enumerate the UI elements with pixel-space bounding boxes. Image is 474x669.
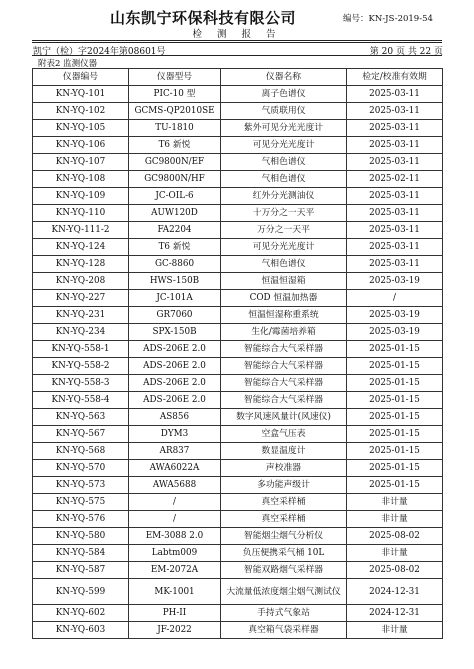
cell-instrument-model: AUW120D xyxy=(129,205,221,222)
header-instrument-name: 仪器名称 xyxy=(221,69,347,86)
cell-instrument-id: KN-YQ-208 xyxy=(33,273,129,290)
cell-calibration-validity: 2025-03-11 xyxy=(347,154,443,171)
cell-instrument-model: GC9800N/HF xyxy=(129,171,221,188)
company-name: 山东凯宁环保科技有限公司 xyxy=(110,9,297,27)
cell-instrument-id: KN-YQ-568 xyxy=(33,443,129,460)
cell-instrument-id: KN-YQ-234 xyxy=(33,324,129,341)
table-row xyxy=(33,409,443,426)
table-row xyxy=(33,137,443,154)
header-rule-bottom xyxy=(32,55,442,56)
table-row xyxy=(33,205,443,222)
cell-instrument-id: KN-YQ-558-3 xyxy=(33,375,129,392)
cell-instrument-model: JC-101A xyxy=(129,290,221,307)
table-row xyxy=(33,154,443,171)
table-row xyxy=(33,562,443,579)
cell-instrument-id: KN-YQ-231 xyxy=(33,307,129,324)
cell-instrument-name: 智能综合大气采样器 xyxy=(221,341,347,358)
cell-instrument-name: 智能综合大气采样器 xyxy=(221,375,347,392)
cell-instrument-model: AR837 xyxy=(129,443,221,460)
cell-instrument-model: AS856 xyxy=(129,409,221,426)
cell-calibration-validity: 2025-03-11 xyxy=(347,239,443,256)
cell-instrument-model: SPX-150B xyxy=(129,324,221,341)
cell-instrument-id: KN-YQ-599 xyxy=(33,579,129,605)
table-row xyxy=(33,171,443,188)
cell-instrument-id: KN-YQ-124 xyxy=(33,239,129,256)
table-row xyxy=(33,477,443,494)
cell-instrument-model: ADS-206E 2.0 xyxy=(129,392,221,409)
cell-instrument-name: 负压便携采气桶 10L xyxy=(221,545,347,562)
table-row xyxy=(33,443,443,460)
cell-instrument-id: KN-YQ-102 xyxy=(33,103,129,120)
cell-instrument-id: KN-YQ-573 xyxy=(33,477,129,494)
table-row xyxy=(33,273,443,290)
cell-instrument-id: KN-YQ-587 xyxy=(33,562,129,579)
table-body xyxy=(33,86,443,639)
table-row xyxy=(33,511,443,528)
cell-instrument-model: GR7060 xyxy=(129,307,221,324)
cell-instrument-name: 真空采样桶 xyxy=(221,494,347,511)
cell-instrument-name: 可见分光光度计 xyxy=(221,137,347,154)
cell-instrument-name: COD 恒温加热器 xyxy=(221,290,347,307)
cell-calibration-validity: 2025-03-11 xyxy=(347,205,443,222)
cell-calibration-validity: 2025-03-19 xyxy=(347,324,443,341)
cell-calibration-validity: 非计量 xyxy=(347,511,443,528)
table-row xyxy=(33,103,443,120)
table-caption: 附表2 监测仪器 xyxy=(38,59,98,69)
instrument-table xyxy=(32,68,443,639)
cell-instrument-id: KN-YQ-109 xyxy=(33,188,129,205)
cell-instrument-id: KN-YQ-101 xyxy=(33,86,129,103)
cell-instrument-id: KN-YQ-105 xyxy=(33,120,129,137)
table-row xyxy=(33,579,443,605)
cell-calibration-validity: 2025-03-11 xyxy=(347,103,443,120)
table-row xyxy=(33,290,443,307)
cell-instrument-model: JC-OIL-6 xyxy=(129,188,221,205)
cell-instrument-name: 气相色谱仪 xyxy=(221,154,347,171)
cell-instrument-model: JF-2022 xyxy=(129,622,221,639)
cell-instrument-name: 生化/霉菌培养箱 xyxy=(221,324,347,341)
cell-instrument-model: / xyxy=(129,511,221,528)
cell-instrument-model: EM-2072A xyxy=(129,562,221,579)
cell-calibration-validity: 2025-03-11 xyxy=(347,222,443,239)
table-row xyxy=(33,460,443,477)
cell-calibration-validity: 2025-03-11 xyxy=(347,256,443,273)
cell-instrument-model: GCMS-QP2010SE xyxy=(129,103,221,120)
cell-instrument-name: 万分之一天平 xyxy=(221,222,347,239)
cell-instrument-model: GC9800N/EF xyxy=(129,154,221,171)
header-instrument-model: 仪器型号 xyxy=(129,69,221,86)
cell-instrument-model: / xyxy=(129,494,221,511)
cell-instrument-model: Labtm009 xyxy=(129,545,221,562)
cell-instrument-name: 气相色谱仪 xyxy=(221,171,347,188)
cell-calibration-validity: 2024-12-31 xyxy=(347,579,443,605)
cell-instrument-id: KN-YQ-558-4 xyxy=(33,392,129,409)
cell-instrument-model: ADS-206E 2.0 xyxy=(129,341,221,358)
cell-instrument-model: ADS-206E 2.0 xyxy=(129,375,221,392)
cell-instrument-model: DYM3 xyxy=(129,426,221,443)
cell-calibration-validity: 2025-01-15 xyxy=(347,392,443,409)
table-row xyxy=(33,545,443,562)
header-rule-top xyxy=(32,40,442,41)
table-row xyxy=(33,307,443,324)
cell-instrument-id: KN-YQ-108 xyxy=(33,171,129,188)
cell-instrument-model: MK-1001 xyxy=(129,579,221,605)
cell-calibration-validity: 2025-01-15 xyxy=(347,409,443,426)
cell-calibration-validity: 非计量 xyxy=(347,622,443,639)
cell-instrument-name: 气质联用仪 xyxy=(221,103,347,120)
table-row xyxy=(33,375,443,392)
cell-instrument-id: KN-YQ-570 xyxy=(33,460,129,477)
cell-calibration-validity: 2025-02-11 xyxy=(347,171,443,188)
cell-calibration-validity: / xyxy=(347,290,443,307)
cell-calibration-validity: 2025-03-11 xyxy=(347,188,443,205)
cell-instrument-name: 大流量低浓度烟尘烟气测试仪 xyxy=(221,579,347,605)
cell-instrument-name: 气相色谱仪 xyxy=(221,256,347,273)
cell-instrument-name: 数显温度计 xyxy=(221,443,347,460)
cell-instrument-name: 红外分光测油仪 xyxy=(221,188,347,205)
page-indicator: 第 20 页 共 22 页 xyxy=(369,47,443,57)
cell-instrument-model: T6 新悦 xyxy=(129,137,221,154)
cell-instrument-id: KN-YQ-111-2 xyxy=(33,222,129,239)
table-row xyxy=(33,494,443,511)
table-row xyxy=(33,86,443,103)
cell-instrument-name: 可见分光光度计 xyxy=(221,239,347,256)
cell-instrument-name: 声校准器 xyxy=(221,460,347,477)
header-calibration-validity: 检定/校准有效期 xyxy=(347,69,443,86)
cell-calibration-validity: 2025-08-02 xyxy=(347,562,443,579)
cell-instrument-name: 真空箱气袋采样器 xyxy=(221,622,347,639)
cell-calibration-validity: 2025-01-15 xyxy=(347,341,443,358)
cell-instrument-model: ADS-206E 2.0 xyxy=(129,358,221,375)
cell-calibration-validity: 2025-03-11 xyxy=(347,137,443,154)
table-row xyxy=(33,222,443,239)
cell-instrument-name: 智能综合大气采样器 xyxy=(221,358,347,375)
cell-calibration-validity: 非计量 xyxy=(347,545,443,562)
cell-calibration-validity: 2025-03-11 xyxy=(347,120,443,137)
cell-instrument-name: 数字风速风量计(风速仪) xyxy=(221,409,347,426)
header-rule-second xyxy=(32,42,442,43)
report-number: 凯宁（检）字2024年第08601号 xyxy=(33,47,166,57)
cell-instrument-model: PIC-10 型 xyxy=(129,86,221,103)
table-row xyxy=(33,392,443,409)
cell-calibration-validity: 2025-01-15 xyxy=(347,477,443,494)
cell-instrument-model: AWA6022A xyxy=(129,460,221,477)
table-row xyxy=(33,256,443,273)
cell-instrument-id: KN-YQ-128 xyxy=(33,256,129,273)
cell-instrument-id: KN-YQ-603 xyxy=(33,622,129,639)
cell-calibration-validity: 2025-03-19 xyxy=(347,307,443,324)
cell-instrument-model: PH-II xyxy=(129,605,221,622)
cell-instrument-id: KN-YQ-567 xyxy=(33,426,129,443)
cell-instrument-id: KN-YQ-227 xyxy=(33,290,129,307)
cell-calibration-validity: 2025-01-15 xyxy=(347,443,443,460)
cell-instrument-id: KN-YQ-602 xyxy=(33,605,129,622)
table-row xyxy=(33,528,443,545)
cell-calibration-validity: 2025-08-02 xyxy=(347,528,443,545)
cell-instrument-model: AWA5688 xyxy=(129,477,221,494)
cell-instrument-id: KN-YQ-575 xyxy=(33,494,129,511)
cell-instrument-name: 多功能声级计 xyxy=(221,477,347,494)
cell-instrument-model: EM-3088 2.0 xyxy=(129,528,221,545)
cell-instrument-name: 十万分之一天平 xyxy=(221,205,347,222)
cell-instrument-name: 智能烟尘烟气分析仪 xyxy=(221,528,347,545)
cell-instrument-id: KN-YQ-576 xyxy=(33,511,129,528)
cell-instrument-model: T6 新悦 xyxy=(129,239,221,256)
cell-instrument-id: KN-YQ-106 xyxy=(33,137,129,154)
table-row xyxy=(33,605,443,622)
cell-instrument-model: GC-8860 xyxy=(129,256,221,273)
cell-instrument-name: 恒温恒湿称重系统 xyxy=(221,307,347,324)
cell-instrument-name: 恒温恒湿箱 xyxy=(221,273,347,290)
report-title: 检 测 报 告 xyxy=(192,29,282,40)
cell-instrument-name: 离子色谱仪 xyxy=(221,86,347,103)
table-row xyxy=(33,188,443,205)
cell-instrument-name: 智能综合大气采样器 xyxy=(221,392,347,409)
cell-calibration-validity: 2025-01-15 xyxy=(347,375,443,392)
cell-instrument-id: KN-YQ-107 xyxy=(33,154,129,171)
table-row xyxy=(33,324,443,341)
cell-calibration-validity: 2025-03-19 xyxy=(347,273,443,290)
cell-instrument-name: 真空采样桶 xyxy=(221,511,347,528)
table-header-row xyxy=(33,69,443,86)
table-row xyxy=(33,239,443,256)
cell-instrument-id: KN-YQ-580 xyxy=(33,528,129,545)
table-row xyxy=(33,426,443,443)
cell-calibration-validity: 2024-12-31 xyxy=(347,605,443,622)
cell-instrument-name: 空盒气压表 xyxy=(221,426,347,443)
cell-instrument-model: FA2204 xyxy=(129,222,221,239)
cell-instrument-id: KN-YQ-110 xyxy=(33,205,129,222)
cell-instrument-model: HWS-150B xyxy=(129,273,221,290)
document-number: 编号：KN-JS-2019-54 xyxy=(343,14,433,24)
cell-calibration-validity: 非计量 xyxy=(347,494,443,511)
cell-calibration-validity: 2025-01-15 xyxy=(347,358,443,375)
header-instrument-id: 仪器编号 xyxy=(33,69,129,86)
cell-calibration-validity: 2025-01-15 xyxy=(347,460,443,477)
cell-instrument-name: 手持式气象站 xyxy=(221,605,347,622)
table-row xyxy=(33,622,443,639)
cell-calibration-validity: 2025-01-15 xyxy=(347,426,443,443)
table-row xyxy=(33,341,443,358)
cell-instrument-id: KN-YQ-563 xyxy=(33,409,129,426)
cell-instrument-name: 智能双路烟气采样器 xyxy=(221,562,347,579)
cell-instrument-id: KN-YQ-558-1 xyxy=(33,341,129,358)
cell-instrument-name: 紫外可见分光光度计 xyxy=(221,120,347,137)
cell-instrument-model: TU-1810 xyxy=(129,120,221,137)
cell-instrument-id: KN-YQ-558-2 xyxy=(33,358,129,375)
cell-instrument-id: KN-YQ-584 xyxy=(33,545,129,562)
table-row xyxy=(33,120,443,137)
table-row xyxy=(33,358,443,375)
cell-calibration-validity: 2025-03-11 xyxy=(347,86,443,103)
